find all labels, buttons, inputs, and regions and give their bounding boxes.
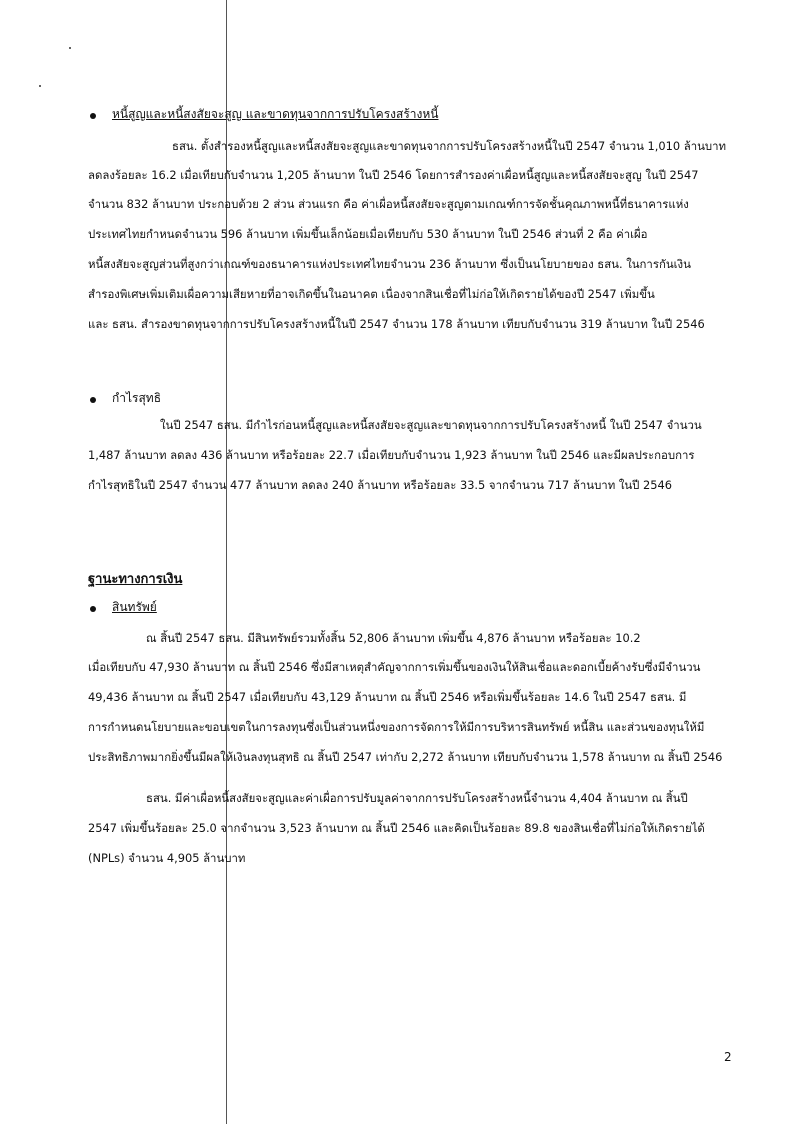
bullet-icon bbox=[90, 113, 96, 119]
paragraph-line: ประสิทธิภาพมากยิ่งขึ้นมีผลให้เงินลงทุนสุทธิ ณ สิ้นปี 2547 เท่ากับ 2,272 ล้านบาท เทียบกับจำนวน 1,578 ล้านบาท ณ สิ้นปี 2546 bbox=[88, 750, 723, 764]
paragraph-line: หนี้สงสัยจะสูญส่วนที่สูงกว่าเกณฑ์ของธนาคารแห่งประเทศไทยจำนวน 236 ล้านบาท ซึ่งเป็นนโยบายของ ธสน. ในการกันเงิน bbox=[88, 257, 691, 271]
paragraph-line: ลดลงร้อยละ 16.2 เมื่อเทียบกับจำนวน 1,205 ล้านบาท ในปี 2546 โดยการสำรองค่าเผื่อหนี้สูญและหนี้สงสัยจะสูญ ในปี 2547 bbox=[88, 168, 699, 182]
bullet-icon bbox=[90, 606, 96, 612]
paragraph-line: และ ธสน. สำรองขาดทุนจากการปรับโครงสร้างหนี้ในปี 2547 จำนวน 178 ล้านบาท เทียบกับจำนวน 319 ล้านบาท ในปี 2546 bbox=[88, 317, 705, 331]
bullet-icon bbox=[90, 397, 96, 403]
paragraph-line: ณ สิ้นปี 2547 ธสน. มีสินทรัพย์รวมทั้งสิ้น 52,806 ล้านบาท เพิ่มขึ้น 4,876 ล้านบาท หรือร้อยละ 10.2 bbox=[146, 631, 641, 645]
paragraph-line: 49,436 ล้านบาท ณ สิ้นปี 2547 เมื่อเทียบกับ 43,129 ล้านบาท ณ สิ้นปี 2546 หรือเพิ่มขึ้นร้อยละ 14.6 ในปี 2547 ธสน. มี bbox=[88, 690, 687, 704]
page-number: 2 bbox=[724, 1050, 732, 1064]
section-heading-profit: กำไรสุทธิ bbox=[112, 391, 162, 405]
financial-position-title: ฐานะทางการเงิน bbox=[88, 572, 183, 587]
paragraph-line: ธสน. ตั้งสำรองหนี้สูญและหนี้สงสัยจะสูญและขาดทุนจากการปรับโครงสร้างหนี้ในปี 2547 จำนวน 1,010 ล้านบาท bbox=[172, 139, 727, 153]
scan-speck bbox=[39, 85, 41, 87]
paragraph-line: ประเทศไทยกำหนดจำนวน 596 ล้านบาท เพิ่มขึ้นเล็กน้อยเมื่อเทียบกับ 530 ล้านบาท ในปี 2546 ส่วนที่ 2 คือ ค่าเผื่อ bbox=[88, 227, 648, 241]
paragraph-line: ธสน. มีค่าเผื่อหนี้สงสัยจะสูญและค่าเผื่อการปรับมูลค่าจากการปรับโครงสร้างหนี้จำนวน 4,404 ล้านบาท ณ สิ้นปี bbox=[146, 791, 688, 805]
paragraph-line: (NPLs) จำนวน 4,905 ล้านบาท bbox=[88, 851, 246, 865]
section-heading-provision: หนี้สูญและหนี้สงสัยจะสูญ และขาดทุนจากการปรับโครงสร้างหนี้ bbox=[112, 107, 439, 121]
paragraph-line: เมื่อเทียบกับ 47,930 ล้านบาท ณ สิ้นปี 2546 ซึ่งมีสาเหตุสำคัญจากการเพิ่มขึ้นของเงินให้สินเชื่อและดอกเบี้ยค้างรับซึ่งมีจำนวน bbox=[88, 660, 701, 674]
paragraph-line: การกำหนดนโยบายและขอบเขตในการลงทุนซึ่งเป็นส่วนหนึ่งของการจัดการให้มีการบริหารสินทรัพย์ หนี้สิน และส่วนของทุนให้มี bbox=[88, 720, 705, 734]
scan-speck bbox=[69, 47, 71, 49]
section-heading-assets: สินทรัพย์ bbox=[112, 600, 157, 614]
paragraph-line: ในปี 2547 ธสน. มีกำไรก่อนหนี้สูญและหนี้สงสัยจะสูญและขาดทุนจากการปรับโครงสร้างหนี้ ในปี 2547 จำนวน bbox=[160, 418, 702, 432]
paragraph-line: กำไรสุทธิในปี 2547 จำนวน 477 ล้านบาท ลดลง 240 ล้านบาท หรือร้อยละ 33.5 จากจำนวน 717 ล้านบาท ในปี 2546 bbox=[88, 478, 673, 492]
paragraph-line: จำนวน 832 ล้านบาท ประกอบด้วย 2 ส่วน ส่วนแรก คือ ค่าเผื่อหนี้สงสัยจะสูญตามเกณฑ์การจัดชั้นคุณภาพหนี้ที่ธนาคารแห่ง bbox=[88, 197, 689, 211]
paragraph-line: สำรองพิเศษเพิ่มเติมเผื่อความเสียหายที่อาจเกิดขึ้นในอนาคต เนื่องจากสินเชื่อที่ไม่ก่อให้เกิดรายได้ของปี 2547 เพิ่มขึ้น bbox=[88, 287, 655, 301]
paragraph-line: 1,487 ล้านบาท ลดลง 436 ล้านบาท หรือร้อยละ 22.7 เมื่อเทียบกับจำนวน 1,923 ล้านบาท ในปี 2546 และมีผลประกอบการ bbox=[88, 448, 695, 462]
paragraph-line: 2547 เพิ่มขึ้นร้อยละ 25.0 จากจำนวน 3,523 ล้านบาท ณ สิ้นปี 2546 และคิดเป็นร้อยละ 89.8 ของสินเชื่อที่ไม่ก่อให้เกิดรายได้ bbox=[88, 821, 705, 835]
